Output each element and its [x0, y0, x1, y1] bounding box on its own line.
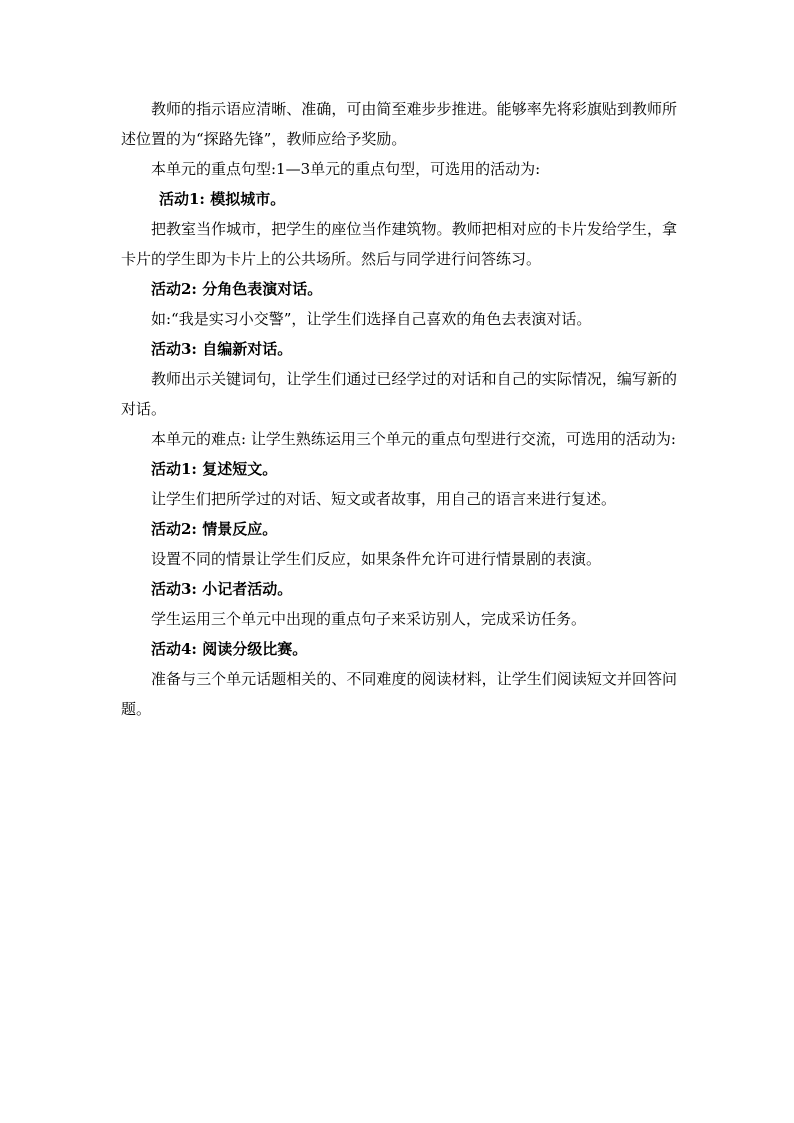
document-page	[121, 94, 677, 724]
heading-activity-4-reading-contest: 活动4: 阅读分级比赛。	[151, 640, 308, 658]
heading-activity-1-simulated-city: 活动1: 模拟城市。	[159, 190, 286, 208]
heading-activity-1-retell: 活动1: 复述短文。	[151, 460, 278, 478]
heading-activity-2-role-play: 活动2: 分角色表演对话。	[151, 280, 323, 298]
heading-activity-3-reporter: 活动3: 小记者活动。	[151, 580, 293, 598]
paragraph-situation: 设置不同的情景让学生们反应，如果条件允许可进行情景剧的表演。	[151, 550, 602, 568]
heading-activity-3-new-dialogue: 活动3: 自编新对话。	[151, 340, 293, 358]
heading-activity-2-situation: 活动2: 情景反应。	[151, 520, 278, 538]
paragraph-teacher-instructions: 教师的指示语应清晰、准确，可由简至难步步推进。能够率先将彩旗贴到教师所述位置的为“探路先锋”，教师应给予奖励。	[121, 100, 677, 148]
paragraph-difficulty: 本单元的难点: 让学生熟练运用三个单元的重点句型进行交流，可选用的活动为:	[151, 430, 676, 448]
paragraph-retell: 让学生们把所学过的对话、短文或者故事，用自己的语言来进行复述。	[151, 490, 617, 508]
paragraph-key-sentences: 本单元的重点句型:1—3单元的重点句型，可选用的活动为:	[151, 160, 541, 178]
paragraph-reporter: 学生运用三个单元中出现的重点句子来采访别人，完成采访任务。	[151, 610, 587, 628]
paragraph-role-play: 如:“我是实习小交警”，让学生们选择自己喜欢的角色去表演对话。	[151, 310, 592, 328]
paragraph-simulated-city: 把教室当作城市，把学生的座位当作建筑物。教师把相对应的卡片发给学生，拿卡片的学生即为卡片上的公共场所。然后与同学进行问答练习。	[121, 220, 677, 268]
paragraph-reading-contest: 准备与三个单元话题相关的、不同难度的阅读材料，让学生们阅读短文并回答问题。	[121, 670, 677, 718]
paragraph-new-dialogue: 教师出示关键词句，让学生们通过已经学过的对话和自己的实际情况，编写新的对话。	[121, 370, 677, 418]
